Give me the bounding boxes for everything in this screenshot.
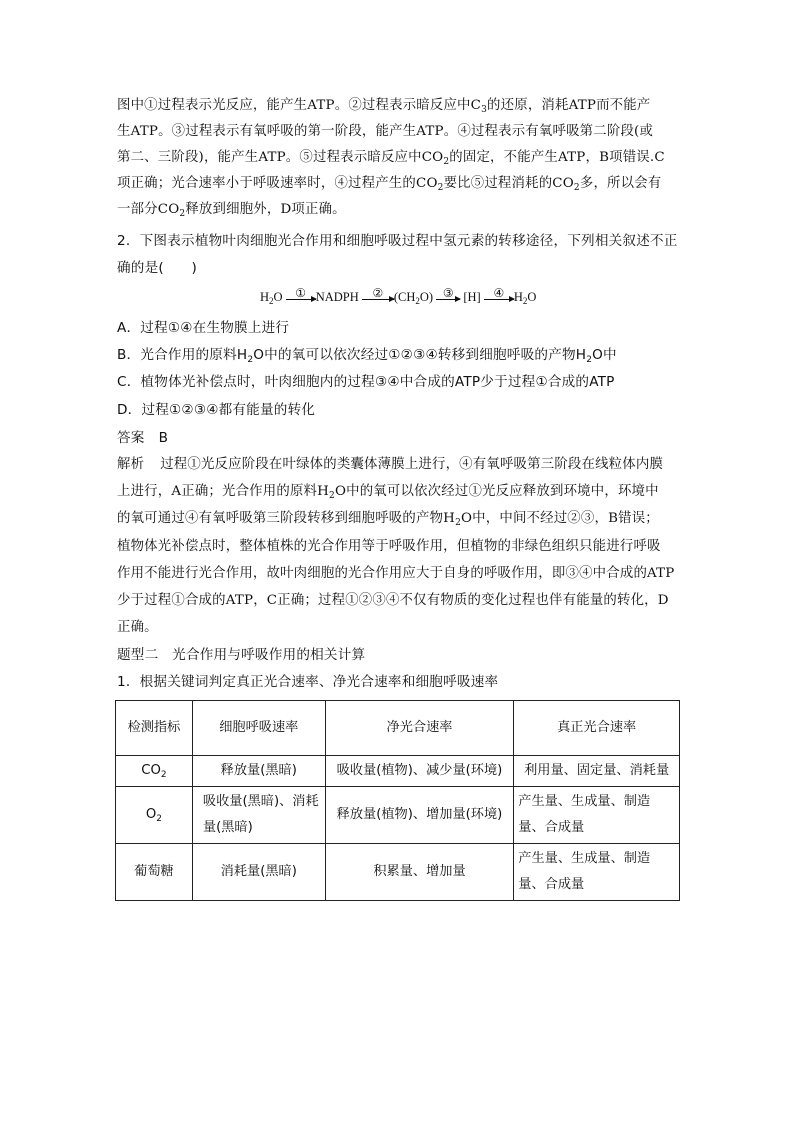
subscript: 2 <box>156 814 162 824</box>
analysis-line <box>117 482 659 502</box>
table-row <box>116 787 680 844</box>
text: 释放到细胞外，D项正确。 <box>185 202 346 217</box>
arrow-icon <box>436 299 460 300</box>
text: 葡萄糖 <box>134 864 174 879</box>
text: 植物体光补偿点时，整体植株的光合作用等于呼吸作用，但植物的非绿色组织只能进行呼吸 <box>117 539 661 554</box>
answer-value: B <box>158 430 169 446</box>
formula-text: [H] <box>463 290 481 304</box>
analysis-line <box>117 591 669 611</box>
option-b <box>117 345 617 365</box>
text: 项正确；光合速率小于呼吸速率时，④过程产生的CO <box>117 176 438 191</box>
formula-text: NADPH <box>315 290 359 304</box>
arrow-step-2 <box>362 286 394 304</box>
text: A．过程①④在生物膜上进行 <box>117 320 290 336</box>
text: 2．下图表示植物叶肉细胞光合作用和细胞呼吸过程中氢元素的转移途径，下列相关叙述不正 <box>117 233 678 249</box>
arrow-icon <box>484 299 514 300</box>
step-number: ④ <box>493 286 505 300</box>
table-cell: 产生量、生成量、制造量、合成量 <box>514 787 680 844</box>
formula-text: (CH <box>393 290 416 304</box>
table-cell: 产生量、生成量、制造量、合成量 <box>514 844 680 901</box>
option-a <box>117 318 289 338</box>
table-cell-indicator <box>116 844 193 901</box>
analysis-line <box>117 537 661 557</box>
analysis-line <box>117 564 675 584</box>
analysis-line <box>117 509 659 529</box>
subscript: 2 <box>586 355 593 365</box>
subscript: 2 <box>269 296 274 306</box>
table-cell-indicator <box>116 756 193 787</box>
text: 上进行，A正确；光合作用的原料H <box>117 484 330 499</box>
analysis-line <box>117 455 663 475</box>
explanation-line <box>117 96 650 116</box>
formula-text: O <box>273 290 283 304</box>
text: O <box>145 807 157 822</box>
table-row <box>116 756 680 787</box>
subscript: 2 <box>160 770 167 780</box>
text: 一部分CO <box>117 202 180 217</box>
subscript: 2 <box>179 209 186 219</box>
text: D．过程①②③④都有能量的转化 <box>117 402 316 418</box>
explanation-line <box>117 174 661 194</box>
text: 多，所以会有 <box>579 176 662 191</box>
arrow-icon <box>362 299 394 300</box>
table-cell: 利用量、固定量、消耗量 <box>514 756 680 787</box>
arrow-step-1 <box>286 286 316 304</box>
section-title <box>117 645 365 665</box>
table-cell: 积累量、增加量 <box>325 844 514 901</box>
text: 题型二 光合作用与呼吸作用的相关计算 <box>117 647 366 663</box>
subscript: 2 <box>443 157 450 167</box>
question-stem <box>117 258 197 278</box>
step-number: ③ <box>442 286 454 300</box>
formula-text: O) <box>419 290 434 304</box>
subscript: 2 <box>329 491 335 501</box>
answer-line <box>117 428 168 448</box>
text: 作用不能进行光合作用，故叶肉细胞的光合作用应大于自身的呼吸作用，即③④中合成的ATP <box>117 566 675 581</box>
text: O中的氧可以依次经过①光反应释放到环境中，环境中 <box>334 484 659 499</box>
explanation-line <box>117 148 665 168</box>
table-header-cell: 细胞呼吸速率 <box>192 701 325 756</box>
subscript: 2 <box>247 355 254 365</box>
option-c <box>117 372 615 392</box>
subscript: 2 <box>522 296 528 306</box>
formula-text: H <box>513 290 523 304</box>
text: O中 <box>592 347 617 363</box>
table-cell-indicator <box>116 787 193 844</box>
question-stem <box>117 231 678 251</box>
table-header-cell: 净光合速率 <box>325 701 514 756</box>
text: 正确。 <box>117 620 158 635</box>
answer-label: 答案 <box>117 430 145 446</box>
text: 要比⑤过程消耗的CO <box>443 176 574 191</box>
analysis-line <box>117 618 158 638</box>
formula-text: H <box>260 290 270 304</box>
text: C．植物体光补偿点时，叶肉细胞内的过程③④中合成的ATP少于过程①合成的ATP <box>117 374 615 390</box>
subscript: 2 <box>573 183 580 193</box>
subscript: 2 <box>415 296 420 306</box>
table-header-cell: 检测指标 <box>116 701 193 756</box>
rate-keyword-table <box>115 700 680 901</box>
arrow-step-3 <box>436 286 460 304</box>
hydrogen-transfer-formula <box>260 286 537 306</box>
text: 第二、三阶段)，能产生ATP。⑤过程表示暗反应中CO <box>117 150 444 165</box>
formula-text: O <box>527 290 537 304</box>
section-subtitle <box>117 672 498 692</box>
table-header-cell: 真正光合速率 <box>514 701 680 756</box>
subscript: 2 <box>437 183 444 193</box>
option-d <box>117 400 315 420</box>
text: 少于过程①合成的ATP，C正确；过程①②③④不仅有物质的变化过程也伴有能量的转化，D <box>117 593 669 608</box>
explanation-line <box>117 122 653 142</box>
analysis-label: 解析 <box>117 457 145 472</box>
table-header-row <box>116 701 680 756</box>
text: 1．根据关键词判定真正光合速率、净光合速率和细胞呼吸速率 <box>117 674 499 690</box>
table-cell: 消耗量(黑暗) <box>192 844 325 901</box>
text: O中的氧可以依次经过①②③④转移到细胞呼吸的产物H <box>253 347 587 363</box>
subscript: 2 <box>455 518 461 528</box>
step-number: ① <box>295 286 307 300</box>
table-cell: 吸收量(植物)、减少量(环境) <box>325 756 514 787</box>
arrow-icon <box>286 299 316 300</box>
table-cell: 释放量(黑暗) <box>192 756 325 787</box>
explanation-line <box>117 200 346 220</box>
text: O中，中间不经过②③，B错误； <box>461 511 659 526</box>
step-number: ② <box>372 286 384 300</box>
text: B．光合作用的原料H <box>117 347 248 363</box>
text: CO <box>141 763 161 778</box>
text: 的固定，不能产生ATP，B项错误.C <box>449 150 665 165</box>
text: 图中①过程表示光反应，能产生ATP。②过程表示暗反应中C <box>117 98 482 113</box>
table-cell: 释放量(植物)、增加量(环境) <box>325 787 514 844</box>
text: 的氧可通过④有氧呼吸第三阶段转移到细胞呼吸的产物H <box>117 511 456 526</box>
subscript: 3 <box>481 105 488 115</box>
table-row <box>116 844 680 901</box>
text: 的还原，消耗ATP而不能产 <box>487 98 651 113</box>
text: 生ATP。③过程表示有氧呼吸的第一阶段，能产生ATP。④过程表示有氧呼吸第二阶段(或 <box>117 124 654 139</box>
text: 确的是( ) <box>117 260 197 276</box>
table-cell: 吸收量(黑暗)、消耗量(黑暗) <box>192 787 325 844</box>
arrow-step-4 <box>484 286 514 304</box>
text: 过程①光反应阶段在叶绿体的类囊体薄膜上进行，④有氧呼吸第三阶段在线粒体内膜 <box>160 457 664 472</box>
